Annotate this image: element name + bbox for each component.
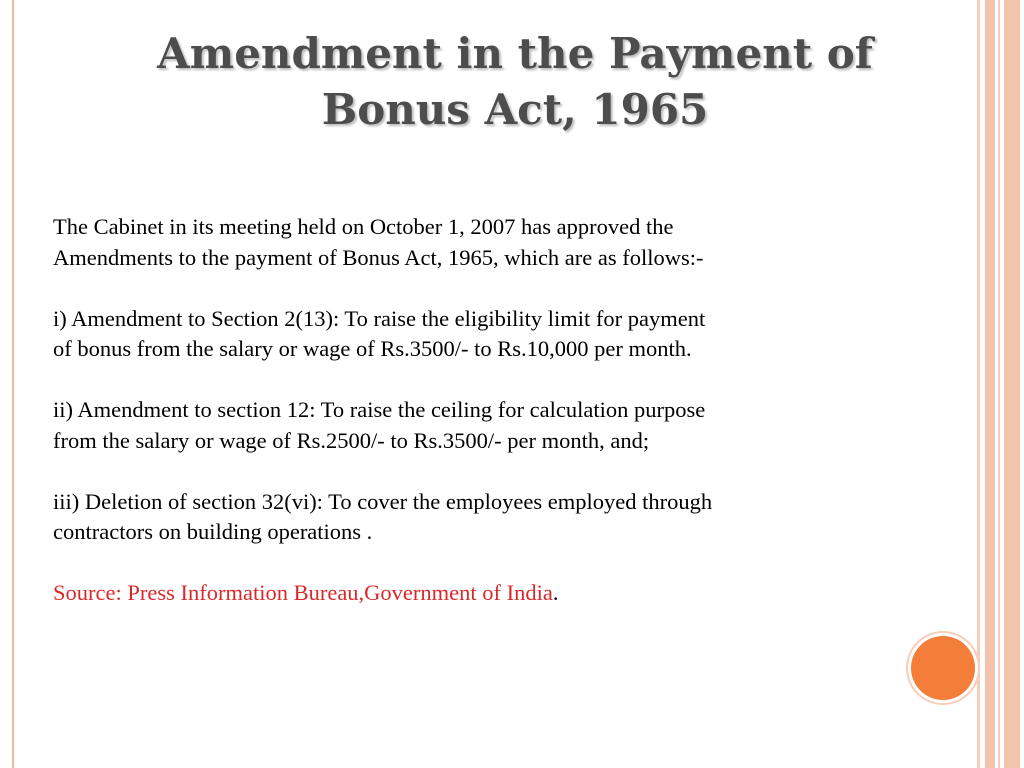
right-stripe [1004,0,1020,768]
source-citation [53,578,953,609]
amendment-item-2 [53,395,953,456]
source-period: . [552,580,559,605]
intro-line-1: The Cabinet in its meeting held on October 1, 2007 has approved the [53,214,674,239]
intro-paragraph [53,212,953,273]
right-stripe [998,0,1000,768]
title-line-2: Bonus Act, 1965 [321,85,709,134]
item-1-line-1: i) Amendment to Section 2(13): To raise the eligibility limit for payment [53,305,706,331]
slide-title [60,26,970,138]
slide-body [53,212,953,639]
intro-line-2: Amendments to the payment of Bonus Act, 1965, which are as follows:- [53,244,704,270]
right-stripe [977,0,980,768]
right-stripe [985,0,995,768]
title-line-1: Amendment in the Payment of [157,29,873,78]
left-border-line [12,0,14,768]
amendment-item-3 [53,487,953,548]
source-text: Source: Press Information Bureau,Government of India [53,580,553,605]
item-3-line-1: iii) Deletion of section 32(vi): To cover the employees employed through [53,488,713,514]
item-1-line-2: of bonus from the salary or wage of Rs.3500/- to Rs.10,000 per month. [53,336,692,361]
item-2-line-1: ii) Amendment to section 12: To raise the ceiling for calculation purpose [53,397,706,422]
decorative-circle [911,636,975,700]
item-2-line-2: from the salary or wage of Rs.2500/- to Rs.3500/- per month, and; [53,427,650,453]
item-3-line-2: contractors on building operations . [53,519,373,544]
amendment-item-1 [53,304,953,365]
